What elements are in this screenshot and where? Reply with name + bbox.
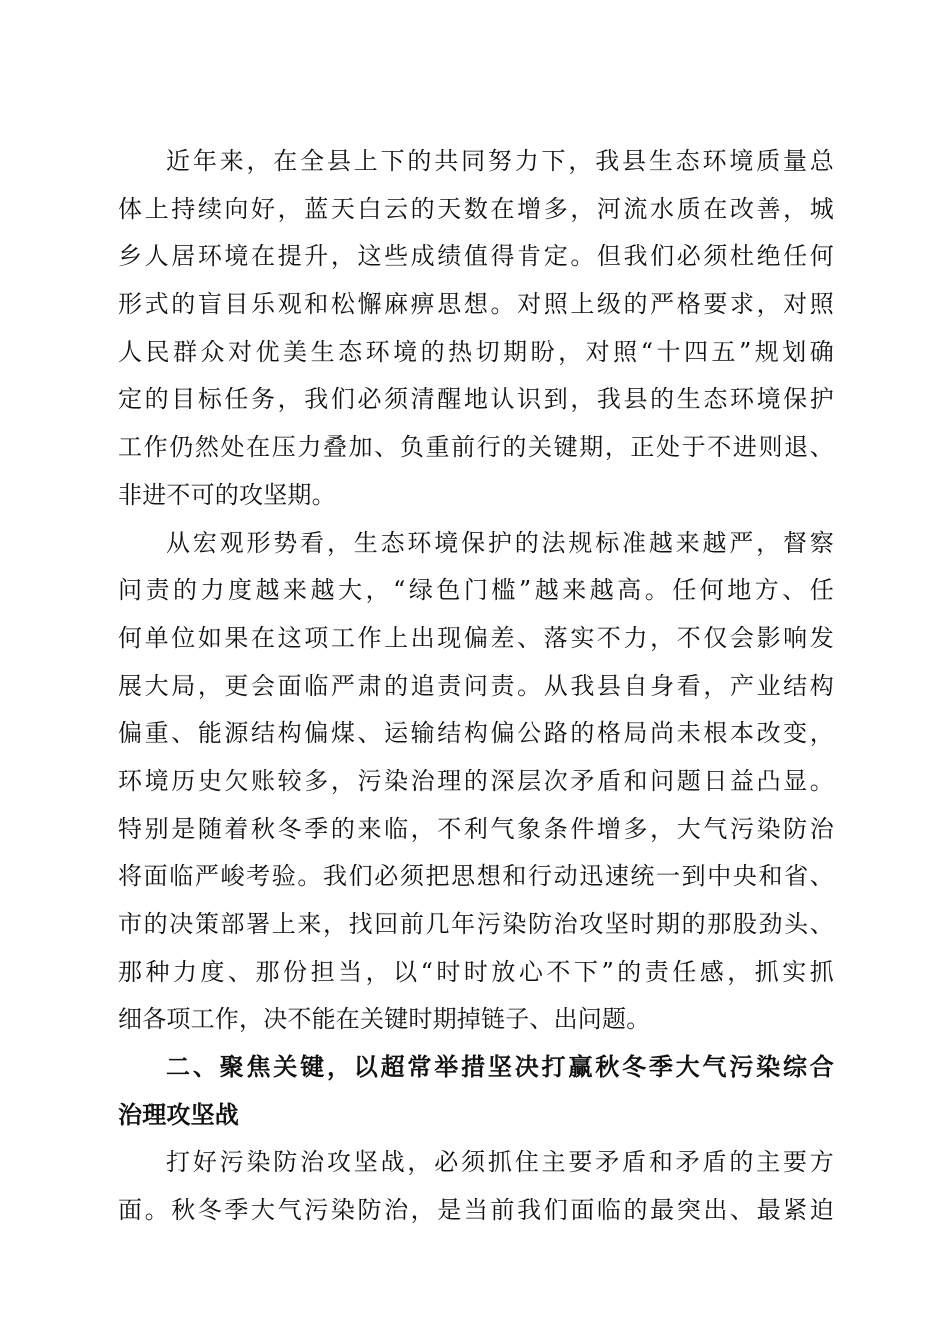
paragraph-line: 近年来，在全县上下的共同努力下，我县生态环境质量总 (166, 147, 834, 175)
section-heading (118, 1044, 834, 1139)
paragraph-line: 乡人居环境在提升，这些成绩值得肯定。但我们必须杜绝任何 (118, 242, 834, 271)
paragraph-line: 非进不可的攻坚期。 (118, 480, 336, 509)
paragraph-line: 将面临严峻考验。我们必须把思想和行动迅速统一到中央和省、 (118, 862, 834, 891)
paragraph-line: 那种力度、那份担当，以“时时放心不下”的责任感，抓实抓 (118, 957, 834, 986)
paragraph-line: 从宏观形势看，生态环境保护的法规标准越来越严，督察 (166, 528, 834, 557)
paragraph-line: 特别是随着秋冬季的来临，不利气象条件增多，大气污染防治 (118, 814, 834, 843)
paragraph-line: 工作仍然处在压力叠加、负重前行的关键期，正处于不进则退、 (118, 433, 834, 462)
paragraph-line: 偏重、能源结构偏煤、运输结构偏公路的格局尚未根本改变， (118, 719, 834, 748)
paragraph-line: 展大局，更会面临严肃的追责问责。从我县自身看，产业结构 (118, 671, 834, 700)
paragraph-line: 打好污染防治攻坚战，必须抓住主要矛盾和矛盾的主要方 (166, 1148, 834, 1177)
paragraph-line: 环境历史欠账较多，污染治理的深层次矛盾和问题日益凸显。 (118, 766, 834, 795)
paragraph-line: 形式的盲目乐观和松懈麻痹思想。对照上级的严格要求，对照 (118, 290, 834, 319)
paragraph-line: 人民群众对优美生态环境的热切期盼，对照“十四五”规划确 (118, 337, 834, 366)
paragraph-line: 面。秋冬季大气污染防治，是当前我们面临的最突出、最紧迫 (118, 1196, 834, 1225)
paragraph-line: 定的目标任务，我们必须清醒地认识到，我县的生态环境保护 (118, 385, 834, 414)
paragraph-line: 市的决策部署上来，找回前几年污染防治攻坚时期的那股劲头、 (118, 910, 834, 938)
section-heading-line: 治理攻坚战 (118, 1100, 239, 1129)
paragraph-3 (118, 1139, 834, 1234)
paragraph-line: 问责的力度越来越大，“绿色门槛”越来越高。任何地方、任 (118, 576, 834, 605)
paragraph-2 (118, 520, 834, 1045)
paragraph-line: 体上持续向好，蓝天白云的天数在增多，河流水质在改善，城 (118, 194, 834, 223)
paragraph-1 (118, 138, 834, 520)
paragraph-line: 何单位如果在这项工作上出现偏差、落实不力，不仅会影响发 (118, 623, 834, 652)
paragraph-line: 细各项工作，决不能在关键时期掉链子、出问题。 (118, 1005, 651, 1034)
document-body (118, 138, 834, 1235)
section-heading-line: 二、聚焦关键，以超常举措坚决打赢秋冬季大气污染综合 (166, 1053, 834, 1082)
